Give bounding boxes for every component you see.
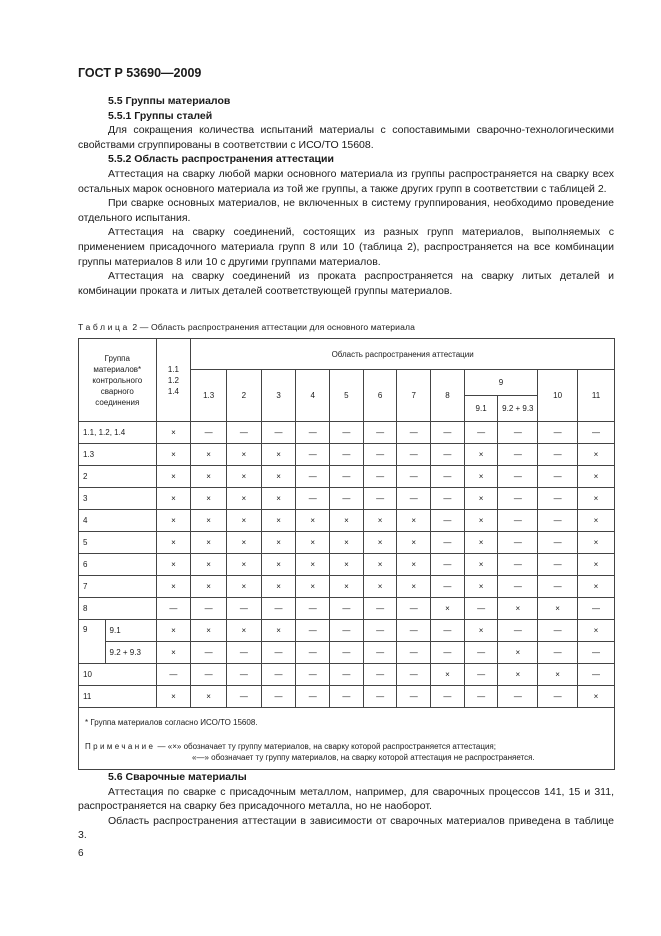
table-cell: — (330, 488, 364, 510)
table-cell: × (578, 686, 615, 708)
table-cell: × (261, 576, 296, 598)
paragraph: Аттестация на сварку соединений, состоящих из разных групп материалов, выполняемых с применением присадочного материала групп 8 или 10 (таблица 2), распространяется на все комбинации группы материалов 8 или 10 с другими группами материалов. (78, 226, 614, 268)
table-cell: — (261, 686, 296, 708)
table-cell: × (156, 444, 191, 466)
table-cell: — (296, 642, 330, 664)
row-label: 11 (79, 686, 157, 708)
table-row (79, 620, 615, 642)
row-label: 5 (79, 532, 157, 554)
table-cell: × (464, 532, 498, 554)
table-cell: × (397, 510, 431, 532)
table-cell: × (431, 598, 465, 620)
table-cell: — (397, 422, 431, 444)
table-cell: × (191, 554, 227, 576)
row-label: 7 (79, 576, 157, 598)
table-cell: — (397, 598, 431, 620)
table-footnote: * Группа материалов согласно ИСО/ТО 15608. (79, 708, 615, 738)
table-cell: × (578, 620, 615, 642)
table-cell: × (363, 554, 397, 576)
table-cell: — (498, 510, 538, 532)
table-cell: — (464, 664, 498, 686)
page-number: 6 (78, 848, 84, 859)
paragraph: Аттестация по сварке с присадочным металлом, например, для сварочных процессов 141, 15 и 311, распространяется на сварку без присадочного металла, но не наоборот. (78, 785, 614, 813)
table-cell: — (191, 422, 227, 444)
area-title-header: Область распространения аттестации (191, 339, 615, 370)
table-cell: — (296, 466, 330, 488)
row-label: 3 (79, 488, 157, 510)
table-cell: — (363, 488, 397, 510)
table-row (79, 686, 615, 708)
table-cell: × (578, 510, 615, 532)
row-label: 9.2 + 9.3 (105, 642, 156, 664)
row-label: 4 (79, 510, 157, 532)
table-cell: × (363, 510, 397, 532)
table-cell: — (498, 686, 538, 708)
table-row (79, 554, 615, 576)
col-header: 5 (330, 370, 364, 422)
table-cell: × (296, 532, 330, 554)
row-label: 6 (79, 554, 157, 576)
table-cell: × (156, 510, 191, 532)
table-cell: × (191, 686, 227, 708)
table-cell: — (156, 598, 191, 620)
table-row (79, 664, 615, 686)
table-cell: × (261, 532, 296, 554)
table-cell: × (498, 642, 538, 664)
table-cell: — (363, 444, 397, 466)
table-cell: × (261, 466, 296, 488)
table-cell: × (578, 532, 615, 554)
table-cell: — (397, 444, 431, 466)
table-row (79, 422, 615, 444)
table-cell: × (156, 554, 191, 576)
caption-text: 2 — Область распространения аттестации для основного материала (132, 322, 415, 332)
table-cell: — (498, 488, 538, 510)
table-row (79, 510, 615, 532)
table-cell: — (296, 444, 330, 466)
table-cell: — (261, 664, 296, 686)
table-cell: × (464, 466, 498, 488)
table-cell: — (538, 510, 578, 532)
table-cell: × (498, 664, 538, 686)
table-cell: × (261, 620, 296, 642)
col-1-1-header: 1.1 1.2 1.4 (156, 339, 191, 422)
table-cell: × (191, 510, 227, 532)
table-cell: × (226, 620, 261, 642)
table-row (79, 444, 615, 466)
table-cell: — (296, 422, 330, 444)
table-cell: — (363, 642, 397, 664)
col-header: 9.1 (464, 396, 498, 422)
table-cell: × (296, 554, 330, 576)
table-cell: — (397, 664, 431, 686)
table-cell: × (464, 444, 498, 466)
row-label: 2 (79, 466, 157, 488)
table-cell: — (330, 466, 364, 488)
table-cell: × (191, 576, 227, 598)
table-cell: — (397, 642, 431, 664)
section-heading: 5.5 Группы материалов (108, 95, 231, 107)
table-caption (78, 322, 415, 332)
table-cell: — (538, 620, 578, 642)
table-cell: × (296, 576, 330, 598)
col-header: 9.2 + 9.3 (498, 396, 538, 422)
table-cell: — (156, 664, 191, 686)
group-9-label: 9 (79, 620, 106, 664)
table-cell: — (431, 444, 465, 466)
table-cell: — (261, 642, 296, 664)
col-header: 7 (397, 370, 431, 422)
table-cell: — (431, 422, 465, 444)
table-cell: × (261, 554, 296, 576)
table-cell: × (578, 554, 615, 576)
table-cell: — (330, 444, 364, 466)
table-cell: × (156, 576, 191, 598)
table-cell: — (261, 422, 296, 444)
table-cell: × (156, 466, 191, 488)
table-cell: × (330, 532, 364, 554)
table-cell: × (156, 488, 191, 510)
table-cell: — (431, 576, 465, 598)
caption-word: Таблица (78, 322, 130, 332)
table-cell: — (431, 620, 465, 642)
table-cell: × (464, 620, 498, 642)
table-cell: — (431, 466, 465, 488)
table-cell: — (498, 532, 538, 554)
table-cell: × (464, 554, 498, 576)
table-cell: — (191, 598, 227, 620)
paragraph: Аттестация на сварку любой марки основного материала из группы распространяется на сварку всех остальных марок основного материала из той же группы, а также других групп в соответствии с таблицей 2. (78, 167, 614, 195)
table-cell: × (261, 444, 296, 466)
table-cell: × (261, 488, 296, 510)
section-5-6 (78, 770, 614, 843)
table-cell: — (431, 488, 465, 510)
table-cell: — (363, 620, 397, 642)
table-cell: — (498, 466, 538, 488)
table-cell: — (226, 664, 261, 686)
table-cell: × (538, 598, 578, 620)
table-cell: — (363, 664, 397, 686)
table-cell: — (578, 642, 615, 664)
table-cell: × (156, 422, 191, 444)
table-cell: × (363, 532, 397, 554)
table-cell: — (226, 422, 261, 444)
table-cell: — (330, 422, 364, 444)
table-cell: — (464, 598, 498, 620)
paragraph: При сварке основных материалов, не включенных в систему группирования, необходимо проведение отдельного испытания. (78, 197, 614, 224)
table-cell: — (363, 598, 397, 620)
row-label: 1.3 (79, 444, 157, 466)
table-cell: — (431, 642, 465, 664)
table-cell: × (191, 488, 227, 510)
table-cell: × (226, 488, 261, 510)
table-cell: — (431, 532, 465, 554)
table-cell: — (538, 532, 578, 554)
table-cell: × (156, 642, 191, 664)
table-cell: — (431, 510, 465, 532)
table-cell: — (538, 576, 578, 598)
table-cell: — (538, 466, 578, 488)
table-cell: — (464, 686, 498, 708)
table-cell: — (226, 686, 261, 708)
row-label: 1.1, 1.2, 1.4 (79, 422, 157, 444)
table-note (79, 737, 615, 770)
table-cell: × (578, 466, 615, 488)
table-cell: × (226, 576, 261, 598)
table-cell: — (330, 686, 364, 708)
table-cell: × (226, 532, 261, 554)
table-cell: — (296, 664, 330, 686)
table-cell: × (191, 444, 227, 466)
table-cell: — (538, 488, 578, 510)
note-line-1 (85, 741, 608, 752)
col-header: 3 (261, 370, 296, 422)
table-cell: × (226, 444, 261, 466)
table-cell: × (156, 686, 191, 708)
table-cell: × (156, 620, 191, 642)
row-label: 9.1 (105, 620, 156, 642)
col-header: 11 (578, 370, 615, 422)
table-cell: — (191, 642, 227, 664)
col-header: 10 (538, 370, 578, 422)
table-cell: × (498, 598, 538, 620)
table-cell: — (397, 620, 431, 642)
table-cell: × (397, 532, 431, 554)
table-cell: — (296, 686, 330, 708)
table-cell: — (498, 554, 538, 576)
group-9-header: 9 (464, 370, 537, 396)
table-cell: × (191, 532, 227, 554)
table-cell: — (498, 422, 538, 444)
table-cell: — (226, 642, 261, 664)
table-cell: × (578, 444, 615, 466)
table-cell: — (296, 620, 330, 642)
note-text: — «×» обозначает ту группу материалов, на сварку которой распространяется аттестация; (157, 742, 496, 751)
section-heading: 5.6 Сварочные материалы (108, 771, 247, 783)
table-cell: × (464, 488, 498, 510)
row-label: 8 (79, 598, 157, 620)
table-cell: — (538, 444, 578, 466)
table-cell: × (226, 510, 261, 532)
col-header: 4 (296, 370, 330, 422)
table-cell: — (261, 598, 296, 620)
section-5-5 (78, 94, 614, 298)
table-row (79, 532, 615, 554)
col-header: 6 (363, 370, 397, 422)
table-cell: × (156, 532, 191, 554)
table-cell: — (431, 554, 465, 576)
table-cell: — (578, 598, 615, 620)
table-cell: × (226, 554, 261, 576)
table-cell: — (431, 686, 465, 708)
table-row (79, 598, 615, 620)
col-header: 1.3 (191, 370, 227, 422)
paragraph: Аттестация на сварку соединений из проката распространяется на сварку литых деталей и комбинации проката и литых деталей соответствующей группы материалов. (78, 270, 614, 297)
table-cell: × (538, 664, 578, 686)
table-cell: — (397, 466, 431, 488)
table-cell: — (191, 664, 227, 686)
paragraph: Область распространения аттестации в зависимости от сварочных материалов приведена в таблице 3. (78, 814, 614, 842)
table-cell: — (538, 642, 578, 664)
note-line-2: «—» обозначает ту группу материалов, на сварку которой аттестация не распространяется. (192, 753, 535, 762)
table-cell: × (226, 466, 261, 488)
note-word: Примечание (85, 742, 156, 751)
col-header: 2 (226, 370, 261, 422)
table-cell: × (261, 510, 296, 532)
table-cell: — (578, 664, 615, 686)
table-cell: — (363, 686, 397, 708)
subsection-heading: 5.5.2 Область распространения аттестации (108, 153, 334, 166)
table-cell: × (578, 488, 615, 510)
table-cell: × (330, 554, 364, 576)
table-cell: — (538, 554, 578, 576)
table-cell: — (330, 598, 364, 620)
table-row (79, 466, 615, 488)
table-cell: × (191, 466, 227, 488)
table-cell: — (397, 686, 431, 708)
table-cell: — (397, 488, 431, 510)
table-cell: — (498, 444, 538, 466)
table-cell: × (578, 576, 615, 598)
table-cell: — (578, 422, 615, 444)
table-cell: — (464, 642, 498, 664)
table-cell: — (363, 466, 397, 488)
table-cell: × (397, 576, 431, 598)
table-cell: × (397, 554, 431, 576)
table-row (79, 576, 615, 598)
table-cell: — (330, 664, 364, 686)
table-cell: — (296, 598, 330, 620)
table-row (79, 642, 615, 664)
table-cell: — (330, 642, 364, 664)
table-cell: — (498, 620, 538, 642)
table-cell: — (538, 686, 578, 708)
table-cell: × (363, 576, 397, 598)
table-cell: × (464, 510, 498, 532)
table-cell: — (226, 598, 261, 620)
paragraph: Для сокращения количества испытаний материалы с сопоставимыми сварочно-технологическими свойствами сгруппированы в соответствии с ИСО/ТО 15608. (78, 124, 614, 151)
table-cell: × (296, 510, 330, 532)
scope-table (78, 338, 615, 770)
table-cell: — (498, 576, 538, 598)
table-cell: × (330, 576, 364, 598)
table-cell: × (191, 620, 227, 642)
table-row (79, 488, 615, 510)
table-cell: — (296, 488, 330, 510)
row-label: 10 (79, 664, 157, 686)
table-cell: — (330, 620, 364, 642)
table-cell: × (431, 664, 465, 686)
subsection-heading: 5.5.1 Группы сталей (108, 109, 213, 122)
table-cell: — (538, 422, 578, 444)
table-cell: — (464, 422, 498, 444)
col-header: 8 (431, 370, 465, 422)
document-code: ГОСТ Р 53690—2009 (78, 66, 202, 80)
rowhead-cell: Группа материалов* контрольного сварного соединения (79, 339, 157, 422)
table-cell: × (464, 576, 498, 598)
table-cell: — (363, 422, 397, 444)
table-cell: × (330, 510, 364, 532)
